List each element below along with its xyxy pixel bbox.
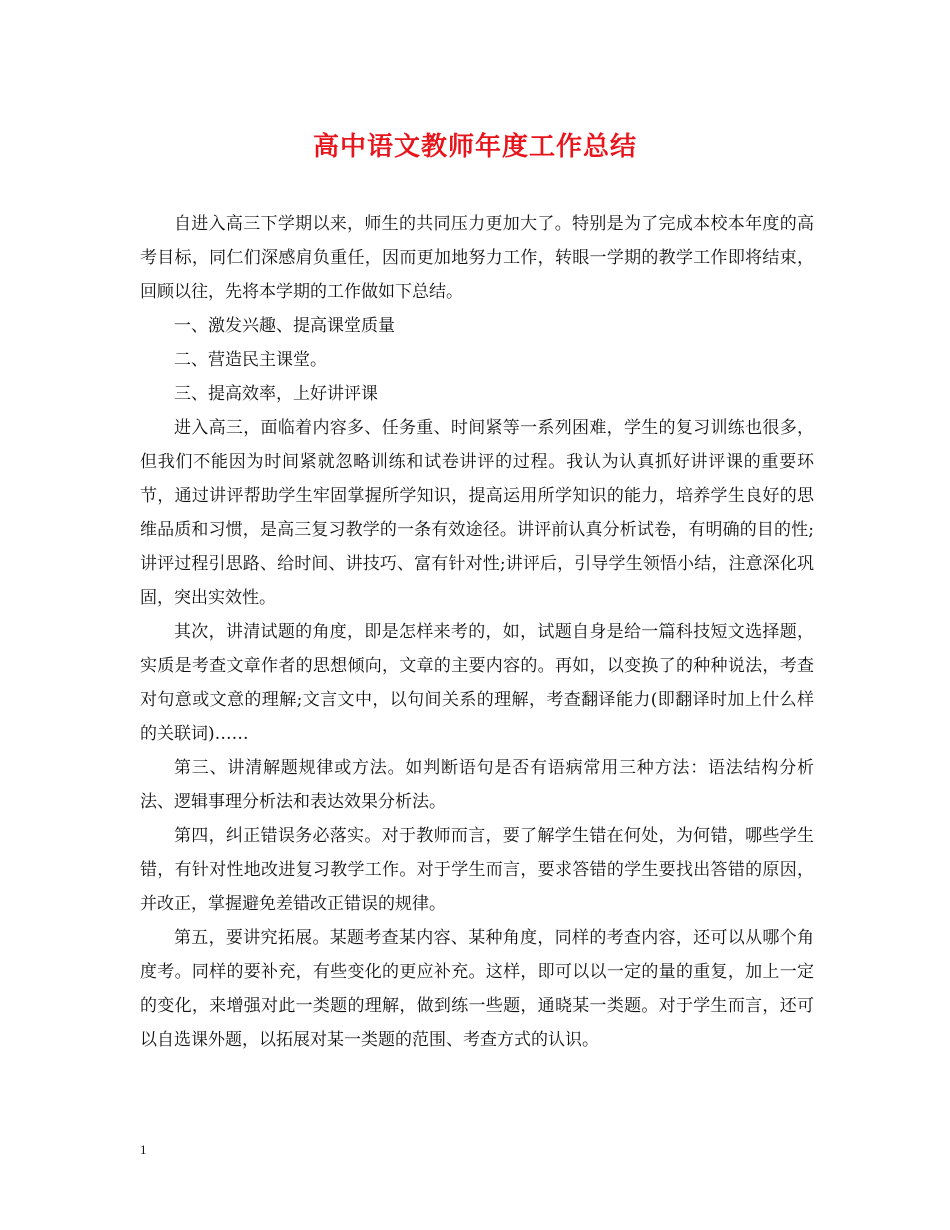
heading-item-3: 三、提高效率，上好讲评课	[174, 384, 378, 404]
paragraph-fifth: 第五，要讲究拓展。某题考查某内容、某种角度，同样的考查内容，还可以从哪个角度考。同样的要补充，有些变化的更应补充。这样，即可以以一定的量的重复，加上一定的变化，来增强对此一类题的理解，做到练一些题，通晓某一类题。对于学生而言，还可以自选课外题，以拓展对某一类题的范围、考查方式的认识。	[140, 928, 814, 1050]
paragraph-fourth: 第四，纠正错误务必落实。对于教师而言，要了解学生错在何处，为何错，哪些学生错，有针对性地改进复习教学工作。对于学生而言，要求答错的学生要找出答错的原因，并改正，掌握避免差错改正错误的规律。	[140, 826, 814, 914]
paragraph-third: 第三、讲清解题规律或方法。如判断语句是否有语病常用三种方法：语法结构分析法、逻辑事理分析法和表达效果分析法。	[140, 758, 814, 812]
document-body	[140, 207, 814, 1057]
paragraph-review-lessons: 进入高三，面临着内容多、任务重、时间紧等一系列困难，学生的复习训练也很多，但我们不能因为时间紧就忽略训练和试卷讲评的过程。我认为认真抓好讲评课的重要环节，通过讲评帮助学生牢固掌握所学知识，提高运用所学知识的能力，培养学生良好的思维品质和习惯，是高三复习教学的一条有效途径。讲评前认真分析试卷，有明确的目的性;讲评过程引思路、给时间、讲技巧、富有针对性;讲评后，引导学生领悟小结，注意深化巩固，突出实效性。	[140, 418, 814, 608]
paragraph-second: 其次，讲清试题的角度，即是怎样来考的，如，试题自身是给一篇科技短文选择题，实质是考查文章作者的思想倾向，文章的主要内容的。再如，以变换了的种种说法，考查对句意或文意的理解;文言文中，以句间关系的理解，考查翻译能力(即翻译时加上什么样的关联词)……	[140, 622, 814, 744]
heading-item-1: 一、激发兴趣、提高课堂质量	[174, 316, 395, 336]
document-title: 高中语文教师年度工作总结	[312, 132, 637, 162]
paragraph-intro: 自进入高三下学期以来，师生的共同压力更加大了。特别是为了完成本校本年度的高考目标，同仁们深感肩负重任，因而更加地努力工作，转眼一学期的教学工作即将结束，回顾以往，先将本学期的工作做如下总结。	[140, 214, 814, 302]
page-number: 1	[140, 1142, 147, 1157]
heading-item-2: 二、营造民主课堂。	[174, 350, 327, 370]
